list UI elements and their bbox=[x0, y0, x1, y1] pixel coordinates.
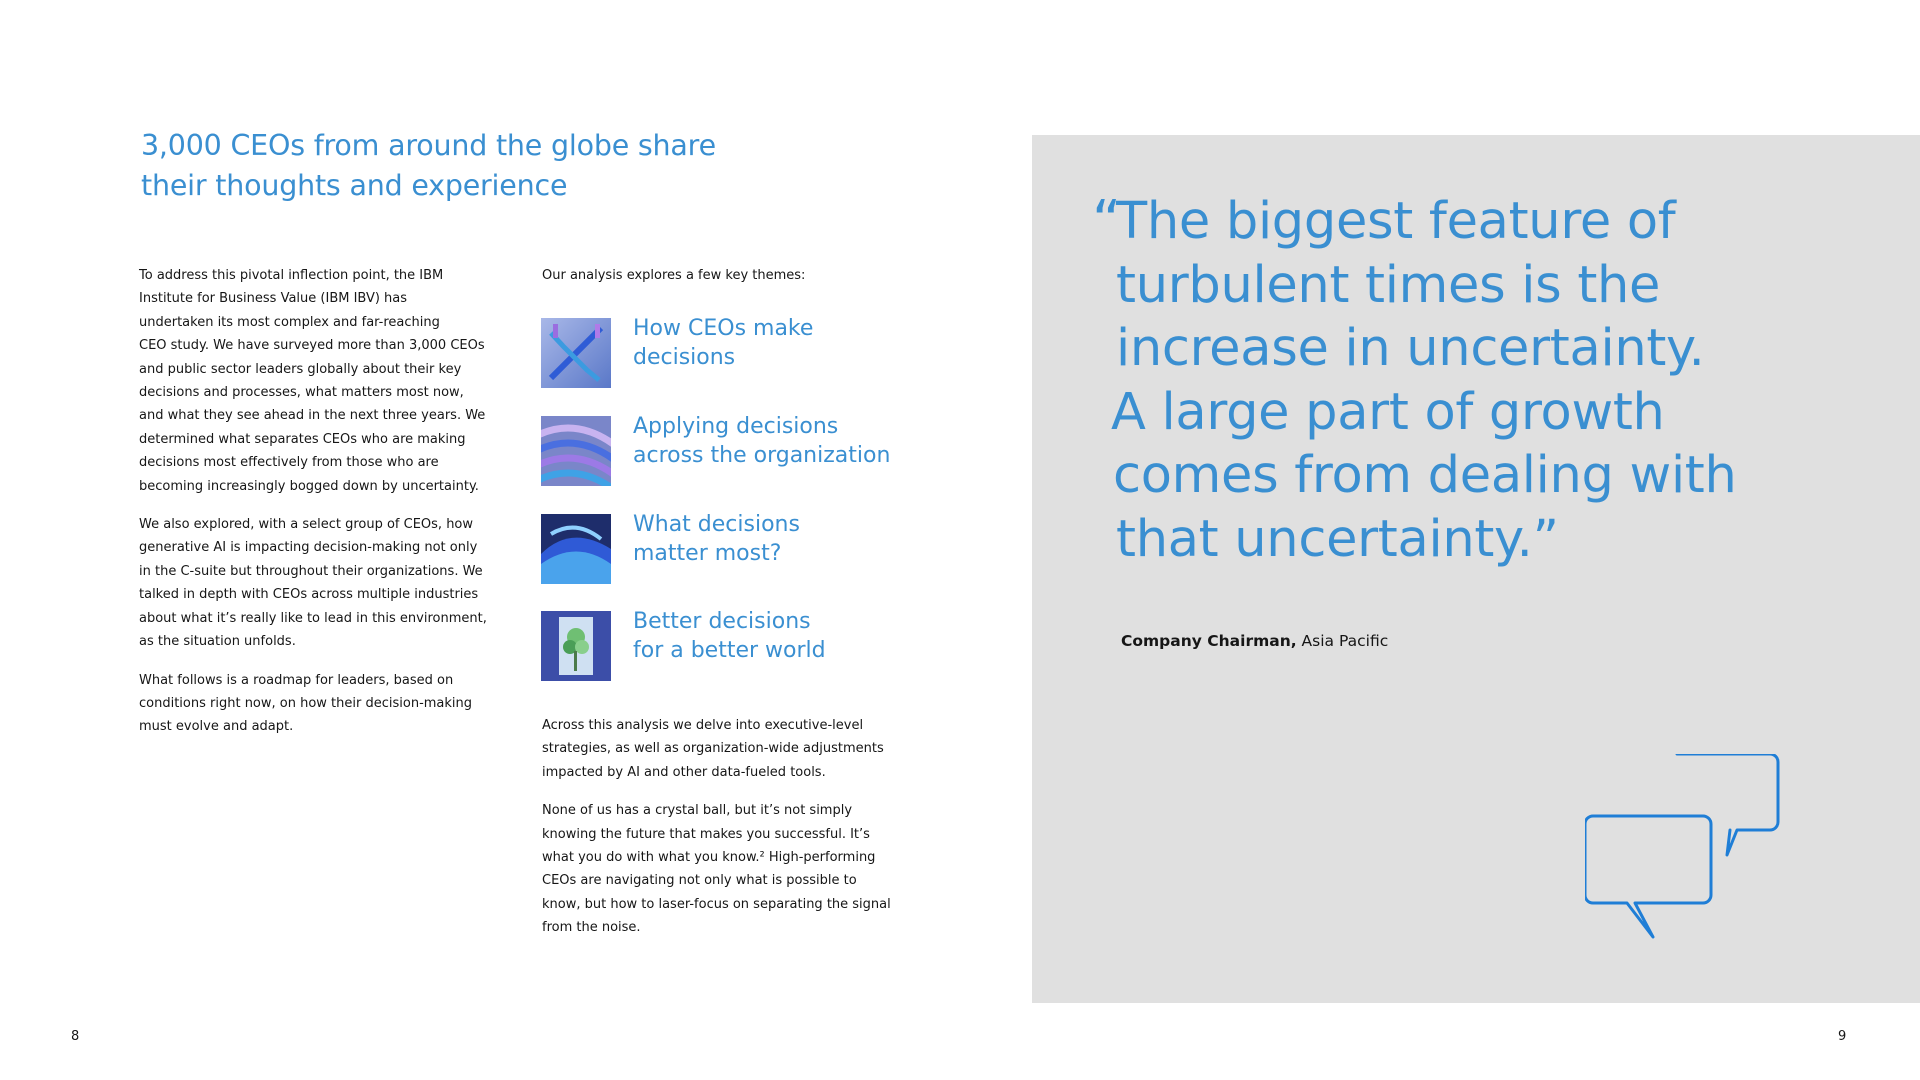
paragraph bbox=[139, 669, 499, 739]
theme-item[interactable] bbox=[541, 318, 901, 390]
intro-column bbox=[139, 264, 499, 754]
paragraph bbox=[139, 264, 499, 498]
theme-item[interactable] bbox=[541, 514, 901, 586]
quote-line: The biggest feature of bbox=[1116, 192, 1676, 251]
paragraph-line: must evolve and adapt. bbox=[139, 719, 294, 735]
theme-label bbox=[633, 412, 890, 470]
paragraph-line: conditions right now, on how their decision-making bbox=[139, 695, 473, 711]
paragraph-line: None of us has a crystal ball, but it’s not simply bbox=[542, 803, 853, 819]
theme-item[interactable] bbox=[541, 416, 901, 488]
theme-thumbnail-staircase bbox=[541, 318, 611, 388]
section-heading bbox=[141, 126, 761, 206]
paragraph-line: CEO study. We have surveyed more than 3,000 CEOs bbox=[139, 338, 485, 354]
paragraph-line: talked in depth with CEOs across multiple industries bbox=[139, 587, 479, 603]
paragraph-line: and public sector leaders globally about their key bbox=[139, 361, 462, 377]
themes-intro bbox=[542, 264, 805, 302]
paragraph bbox=[542, 799, 891, 939]
themes-intro-text: Our analysis explores a few key themes: bbox=[542, 268, 806, 283]
quote-line: A large part of growth bbox=[1111, 382, 1665, 442]
heading-line: their thoughts and experience bbox=[141, 169, 568, 202]
theme-label bbox=[633, 314, 813, 372]
paragraph-line: becoming increasingly bogged down by uncertainty. bbox=[139, 478, 479, 494]
theme-label-line: matter most? bbox=[633, 541, 782, 566]
theme-label-line: decisions bbox=[633, 345, 736, 370]
theme-label-line: across the organization bbox=[633, 443, 891, 468]
paragraph-line: determined what separates CEOs who are making bbox=[139, 431, 466, 447]
theme-label-line: Applying decisions bbox=[633, 414, 839, 439]
paragraph-line: To address this pivotal inflection point, the IBM bbox=[139, 268, 444, 283]
theme-item[interactable] bbox=[541, 611, 901, 683]
closing-column bbox=[542, 714, 891, 955]
theme-label-line: Better decisions bbox=[633, 609, 811, 634]
theme-label-line: for a better world bbox=[633, 638, 826, 663]
quote-line: comes from dealing with bbox=[1113, 446, 1737, 505]
quote-line: increase in uncertainty. bbox=[1116, 319, 1705, 378]
paragraph-line: decisions and processes, what matters most now, bbox=[139, 385, 464, 401]
paragraph bbox=[139, 513, 499, 653]
paragraph-line: as the situation unfolds. bbox=[139, 634, 296, 650]
paragraph-line: What follows is a roadmap for leaders, based on bbox=[139, 672, 454, 688]
paragraph-line: decisions most effectively from those who are bbox=[139, 455, 439, 471]
attribution-region: Asia Pacific bbox=[1296, 632, 1389, 650]
paragraph-line: knowing the future that makes you successful. It’s bbox=[542, 826, 870, 842]
chat-bubbles-icon bbox=[1585, 754, 1785, 948]
paragraph-line: undertaken its most complex and far-reaching bbox=[139, 314, 440, 330]
pull-quote bbox=[1111, 190, 1856, 571]
quote-line: that uncertainty.” bbox=[1116, 509, 1559, 569]
quote-attribution bbox=[1121, 632, 1388, 650]
paragraph-line: Across this analysis we delve into executive-level bbox=[542, 718, 864, 733]
quote-line: turbulent times is the bbox=[1116, 255, 1661, 315]
paragraph-line: CEOs are navigating not only what is possible to bbox=[542, 873, 857, 889]
paragraph-line: strategies, as well as organization-wide adjustments bbox=[542, 741, 884, 757]
paragraph-line: in the C-suite but throughout their organizations. We bbox=[139, 563, 483, 579]
quote-open-mark: “ bbox=[1092, 189, 1122, 254]
paragraph-line: Institute for Business Value (IBM IBV) has bbox=[139, 291, 408, 307]
theme-thumbnail-plant-doorway bbox=[541, 611, 611, 681]
theme-thumbnail-waves bbox=[541, 514, 611, 584]
paragraph bbox=[542, 714, 891, 784]
paragraph-line: know, but how to laser-focus on separating the signal bbox=[542, 896, 891, 912]
page-number-right: 9 bbox=[1838, 1029, 1847, 1044]
page-number-left: 8 bbox=[71, 1029, 80, 1044]
paragraph-line: generative AI is impacting decision-making not only bbox=[139, 540, 478, 556]
paragraph-line: impacted by AI and other data-fueled tools. bbox=[542, 764, 826, 780]
paragraph-line: what you do with what you know.² High-performing bbox=[542, 850, 876, 866]
paragraph-line: about what it’s really like to lead in this environment, bbox=[139, 610, 487, 626]
paragraph-line: and what they see ahead in the next three years. We bbox=[139, 408, 486, 424]
theme-label-line: How CEOs make bbox=[633, 316, 814, 341]
theme-label bbox=[633, 607, 826, 665]
theme-label bbox=[633, 510, 800, 568]
theme-label-line: What decisions bbox=[633, 512, 800, 537]
heading-line: 3,000 CEOs from around the globe share bbox=[141, 129, 716, 162]
theme-thumbnail-ribbons bbox=[541, 416, 611, 486]
paragraph-line: from the noise. bbox=[542, 920, 641, 936]
paragraph-line: We also explored, with a select group of CEOs, how bbox=[139, 517, 474, 533]
attribution-title: Company Chairman, bbox=[1121, 632, 1297, 650]
